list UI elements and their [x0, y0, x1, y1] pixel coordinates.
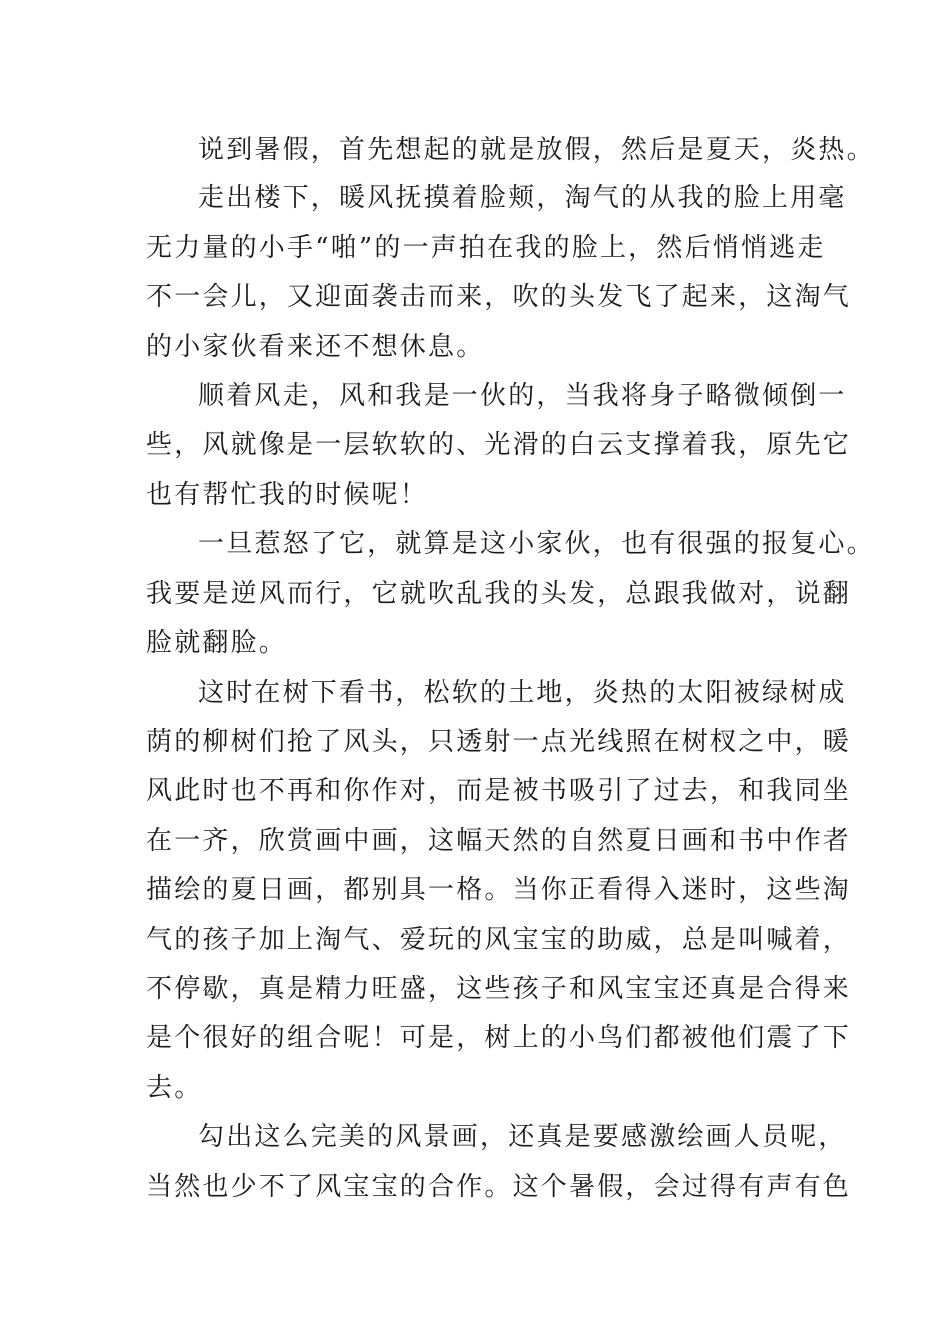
- text-line: 风此时也不再和你作对，而是被书吸引了过去，和我同坐: [146, 776, 852, 806]
- text-line: 脸就翻脸。: [146, 628, 288, 658]
- text-line: 在一齐，欣赏画中画，这幅天然的自然夏日画和书中作者: [146, 826, 852, 856]
- text-line: 是个很好的组合呢！可是，树上的小鸟们都被他们震了下: [146, 1023, 852, 1053]
- text-line: 不一会儿，又迎面袭击而来，吹的头发飞了起来，这淘气: [146, 282, 852, 312]
- text-line: 去。: [146, 1073, 203, 1103]
- text-line: 些，风就像是一层软软的、光滑的白云支撑着我，原先它: [146, 430, 852, 460]
- text-line: 的小家伙看来还不想休息。: [146, 332, 485, 362]
- text-line: 走出楼下，暖风抚摸着脸颊，淘气的从我的脸上用毫: [198, 183, 847, 213]
- text-line: 也有帮忙我的时候呢！: [146, 480, 429, 510]
- text-line: 当然也少不了风宝宝的合作。这个暑假，会过得有声有色: [146, 1172, 852, 1202]
- text-line: 我要是逆风而行，它就吹乱我的头发，总跟我做对，说翻: [146, 579, 852, 609]
- text-line: 荫的柳树们抢了风头，只透射一点光线照在树杈之中，暖: [146, 727, 852, 757]
- text-line: 勾出这么完美的风景画，还真是要感激绘画人员呢，: [198, 1122, 847, 1152]
- text-line: 气的孩子加上淘气、爱玩的风宝宝的助威，总是叫喊着，: [146, 925, 852, 955]
- text-line: 顺着风走，风和我是一伙的，当我将身子略微倾倒一: [198, 381, 847, 411]
- text-line: 一旦惹怒了它，就算是这小家伙，也有很强的报复心。: [198, 529, 875, 559]
- text-line: 说到暑假，首先想起的就是放假，然后是夏天，炎热。: [198, 135, 875, 165]
- text-line: 无力量的小手“啪”的一声拍在我的脸上，然后悄悄逃走: [146, 233, 826, 263]
- text-line: 描绘的夏日画，都别具一格。当你正看得入迷时，这些淘: [146, 875, 852, 905]
- text-line: 这时在树下看书，松软的土地，炎热的太阳被绿树成: [198, 678, 847, 708]
- text-line: 不停歇，真是精力旺盛，这些孩子和风宝宝还真是合得来: [146, 974, 852, 1004]
